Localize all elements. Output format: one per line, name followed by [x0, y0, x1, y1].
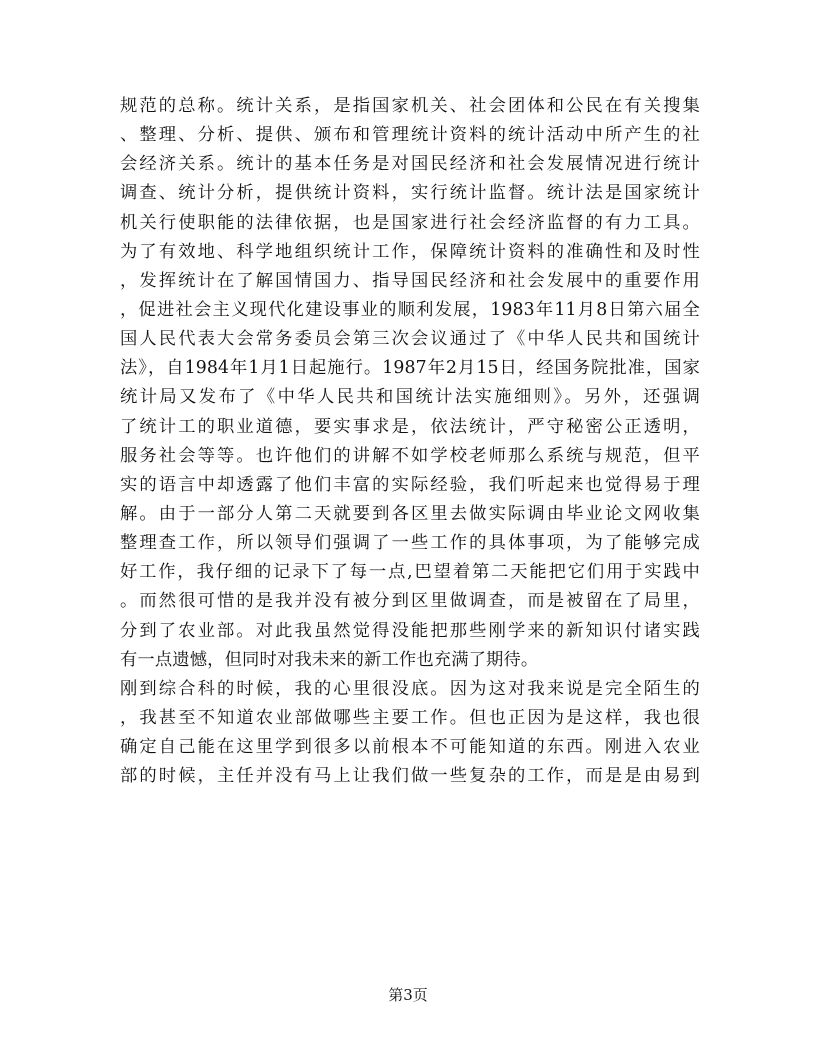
text-line: 国人民代表大会常务委员会第三次会议通过了《中华人民共和国统计: [120, 329, 700, 350]
page-number: 第3页: [388, 986, 428, 1004]
text-line: 调查、统计分析，提供统计资料，实行统计监督。统计法是国家统计: [120, 183, 700, 204]
text-line: ，我甚至不知道农业部做哪些主要工作。但也正因为是这样，我也很: [120, 707, 700, 728]
text-line: 解。由于一部分人第二天就要到各区里去做实际调由毕业论文网收集: [120, 503, 700, 524]
text-line: 部的时候，主任并没有马上让我们做一些复杂的工作，而是是由易到: [120, 766, 700, 787]
text-line: 。而然很可惜的是我并没有被分到区里做调查，而是被留在了局里，: [120, 591, 700, 612]
text-line: 刚到综合科的时候，我的心里很没底。因为这对我来说是完全陌生的: [120, 678, 700, 699]
text-line: 服务社会等等。也许他们的讲解不如学校老师那么系统与规范，但平: [120, 445, 700, 466]
text-line: 好工作，我仔细的记录下了每一点,巴望着第二天能把它们用于实践中: [120, 562, 700, 583]
text-line: 统计局又发布了《中华人民共和国统计法实施细则》。另外，还强调: [120, 387, 700, 408]
text-line: 确定自己能在这里学到很多以前根本不可能知道的东西。刚进入农业: [120, 737, 700, 758]
text-line: ，促进社会主义现代化建设事业的顺利发展，1983年11月8日第六届全: [120, 299, 700, 320]
text-line: 法》，自1984年1月1日起施行。1987年2月15日，经国务院批准，国家: [120, 358, 700, 379]
text-line: 规范的总称。统计关系，是指国家机关、社会团体和公民在有关搜集: [120, 96, 700, 116]
text-line: 整理查工作，所以领导们强调了一些工作的具体事项，为了能够完成: [120, 533, 700, 554]
text-line: 实的语言中却透露了他们丰富的实际经验，我们听起来也觉得易于理: [120, 474, 700, 495]
text-line: 分到了农业部。对此我虽然觉得没能把那些刚学来的新知识付诸实践: [120, 620, 700, 641]
text-line: 会经济关系。统计的基本任务是对国民经济和社会发展情况进行统计: [120, 154, 700, 175]
text-line: 、整理、分析、提供、颁布和管理统计资料的统计活动中所产生的社: [120, 125, 700, 146]
text-line: ，发挥统计在了解国情国力、指导国民经济和社会发展中的重要作用: [120, 270, 700, 291]
text-line: 有一点遗憾，但同时对我未来的新工作也充满了期待。: [120, 649, 539, 670]
body-text: [120, 92, 700, 791]
text-line: 了统计工的职业道德，要实事求是，依法统计，严守秘密公正透明，: [120, 416, 700, 437]
text-line: 机关行使职能的法律依据，也是国家进行社会经济监督的有力工具。: [120, 212, 700, 233]
text-line: 为了有效地、科学地组织统计工作，保障统计资料的准确性和及时性: [120, 241, 700, 262]
